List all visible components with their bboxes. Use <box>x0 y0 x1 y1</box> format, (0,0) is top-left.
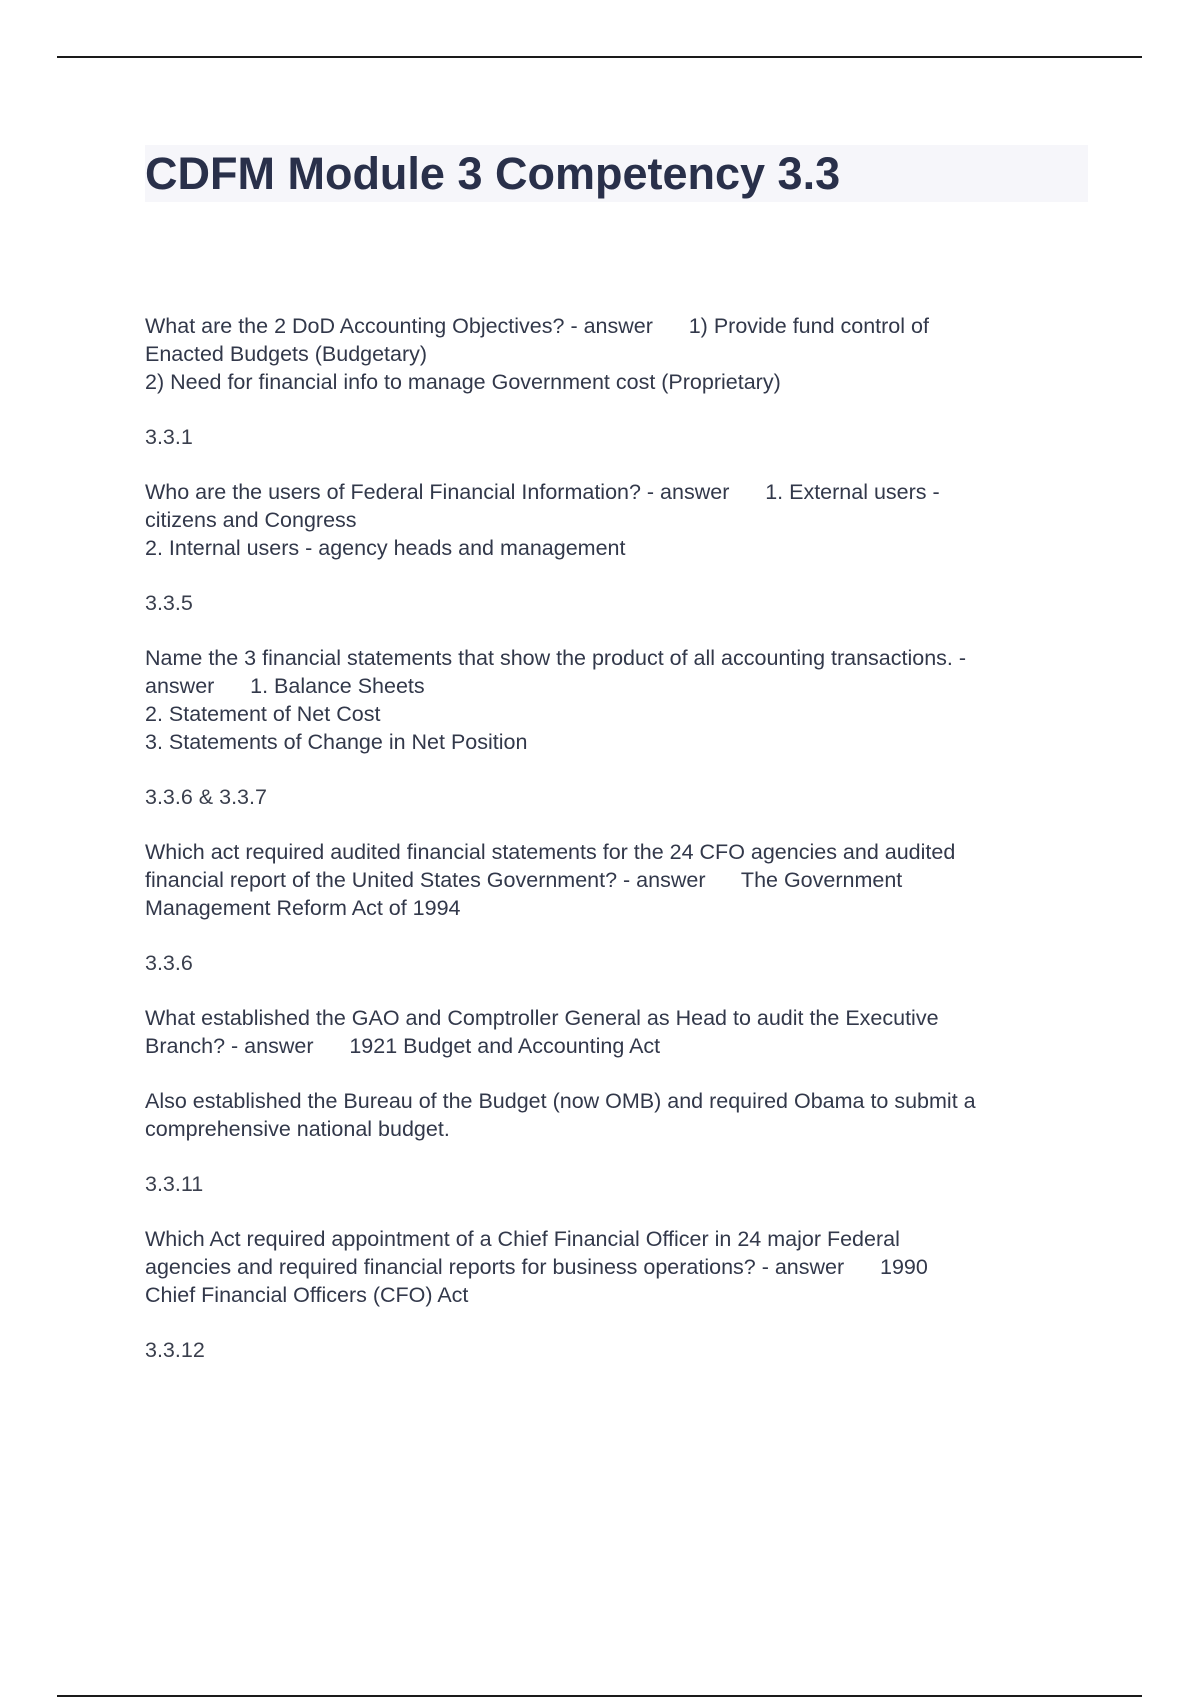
section-reference <box>145 1170 1090 1198</box>
block-spacer <box>145 1309 1090 1336</box>
text-line: 3.3.11 <box>145 1172 204 1196</box>
text-line: Which act required audited financial statements for the 24 CFO agencies and audited <box>145 840 956 864</box>
block-spacer <box>145 756 1090 783</box>
block-spacer <box>145 811 1090 838</box>
text-line: 3. Statements of Change in Net Position <box>145 730 528 754</box>
text-line: Who are the users of Federal Financial Information? - answer 1. External users - <box>145 480 940 504</box>
text-line: financial report of the United States Government? - answer The Government <box>145 868 903 892</box>
section-reference <box>145 423 1090 451</box>
note-paragraph <box>145 1087 1090 1143</box>
text-line: 2. Statement of Net Cost <box>145 702 381 726</box>
section-reference <box>145 589 1090 617</box>
qa-entry <box>145 1225 1090 1309</box>
qa-entry <box>145 478 1090 562</box>
block-spacer <box>145 1198 1090 1225</box>
text-line: Enacted Budgets (Budgetary) <box>145 342 428 366</box>
text-line: citizens and Congress <box>145 508 357 532</box>
text-line: 3.3.6 & 3.3.7 <box>145 785 267 809</box>
text-line: 3.3.1 <box>145 425 193 449</box>
block-spacer <box>145 562 1090 589</box>
section-reference <box>145 783 1090 811</box>
text-line: 3.3.12 <box>145 1338 205 1362</box>
text-line: Management Reform Act of 1994 <box>145 896 461 920</box>
block-spacer <box>145 451 1090 478</box>
document-body <box>145 312 1090 1364</box>
block-spacer <box>145 922 1090 949</box>
text-line: What established the GAO and Comptroller General as Head to audit the Executive <box>145 1006 939 1030</box>
block-spacer <box>145 617 1090 644</box>
text-line: 2) Need for financial info to manage Government cost (Proprietary) <box>145 370 781 394</box>
text-line: agencies and required financial reports for business operations? - answer 1990 <box>145 1255 928 1279</box>
text-line: 2. Internal users - agency heads and management <box>145 536 626 560</box>
text-line: comprehensive national budget. <box>145 1117 450 1141</box>
qa-entry <box>145 312 1090 396</box>
block-spacer <box>145 977 1090 1004</box>
text-line: Branch? - answer 1921 Budget and Accounting Act <box>145 1034 661 1058</box>
text-line: 3.3.5 <box>145 591 193 615</box>
block-spacer <box>145 396 1090 423</box>
text-line: Which Act required appointment of a Chief Financial Officer in 24 major Federal <box>145 1227 900 1251</box>
text-line: Chief Financial Officers (CFO) Act <box>145 1283 469 1307</box>
qa-entry <box>145 838 1090 922</box>
top-rule <box>57 56 1142 58</box>
section-reference <box>145 949 1090 977</box>
text-line: Name the 3 financial statements that show the product of all accounting transactions. - <box>145 646 967 670</box>
text-line: 3.3.6 <box>145 951 193 975</box>
qa-entry <box>145 644 1090 756</box>
bottom-rule <box>57 1695 1142 1697</box>
block-spacer <box>145 1060 1090 1087</box>
page-title: CDFM Module 3 Competency 3.3 <box>145 148 841 199</box>
text-line: answer 1. Balance Sheets <box>145 674 425 698</box>
block-spacer <box>145 1143 1090 1170</box>
section-reference <box>145 1336 1090 1364</box>
qa-entry <box>145 1004 1090 1060</box>
text-line: What are the 2 DoD Accounting Objectives? - answer 1) Provide fund control of <box>145 314 929 338</box>
text-line: Also established the Bureau of the Budget (now OMB) and required Obama to submit a <box>145 1089 976 1113</box>
